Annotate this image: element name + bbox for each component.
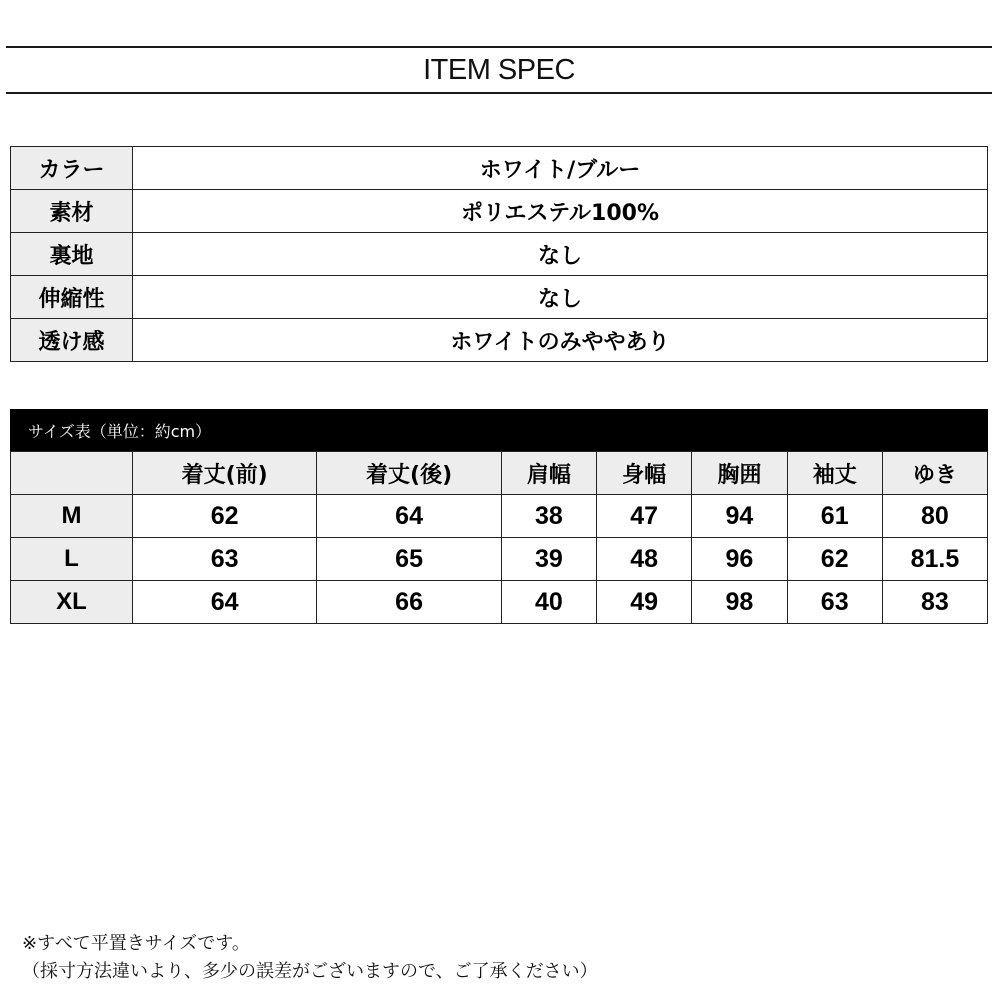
size-table-header-row (11, 452, 988, 495)
size-cell: 63 (133, 538, 317, 581)
size-cell: 61 (787, 495, 882, 538)
size-cell: 62 (133, 495, 317, 538)
spec-label: 裏地 (11, 233, 133, 276)
spec-value: ホワイトのみややあり (133, 319, 988, 362)
column-header: 着丈(前) (133, 452, 317, 495)
size-cell: 62 (787, 538, 882, 581)
size-cell: 83 (882, 581, 987, 624)
size-cell: 38 (501, 495, 596, 538)
note-line: ※すべて平置きサイズです。 (22, 933, 250, 954)
spec-row-lining (11, 233, 988, 276)
spec-label: 素材 (11, 190, 133, 233)
spec-row-color (11, 147, 988, 190)
size-cell: 39 (501, 538, 596, 581)
size-cell: 48 (597, 538, 692, 581)
column-header: 身幅 (597, 452, 692, 495)
size-cell: 80 (882, 495, 987, 538)
size-cell: 63 (787, 581, 882, 624)
note-line: （採寸方法違いより、多少の誤差がございますので、ご了承ください） (22, 961, 598, 982)
spec-value: ポリエステル100% (133, 190, 988, 233)
size-cell: 47 (597, 495, 692, 538)
size-cell: 40 (501, 581, 596, 624)
size-label: L (11, 538, 133, 581)
column-header: 袖丈 (787, 452, 882, 495)
measurement-notes (22, 930, 598, 986)
spec-label: カラー (11, 147, 133, 190)
size-table (10, 451, 988, 624)
column-header: 肩幅 (501, 452, 596, 495)
size-cell: 96 (692, 538, 787, 581)
column-header: ゆき (882, 452, 987, 495)
page-title: ITEM SPEC (423, 53, 575, 86)
spec-row-material (11, 190, 988, 233)
size-cell: 81.5 (882, 538, 987, 581)
size-row-m (11, 495, 988, 538)
spec-value: なし (133, 233, 988, 276)
column-header: 着丈(後) (317, 452, 501, 495)
column-header: 胸囲 (692, 452, 787, 495)
spec-label: 伸縮性 (11, 276, 133, 319)
spec-label: 透け感 (11, 319, 133, 362)
size-cell: 65 (317, 538, 501, 581)
size-cell: 49 (597, 581, 692, 624)
title-band (6, 46, 992, 94)
size-label: M (11, 495, 133, 538)
size-row-xl (11, 581, 988, 624)
size-label: XL (11, 581, 133, 624)
header-corner-cell (11, 452, 133, 495)
size-cell: 66 (317, 581, 501, 624)
item-spec-table (10, 146, 988, 362)
size-cell: 64 (317, 495, 501, 538)
spec-row-stretch (11, 276, 988, 319)
spec-value: ホワイト/ブルー (133, 147, 988, 190)
spec-value: なし (133, 276, 988, 319)
size-cell: 64 (133, 581, 317, 624)
spec-row-sheerness (11, 319, 988, 362)
size-cell: 94 (692, 495, 787, 538)
size-table-caption: サイズ表（単位：約cm） (10, 409, 988, 451)
size-cell: 98 (692, 581, 787, 624)
size-row-l (11, 538, 988, 581)
